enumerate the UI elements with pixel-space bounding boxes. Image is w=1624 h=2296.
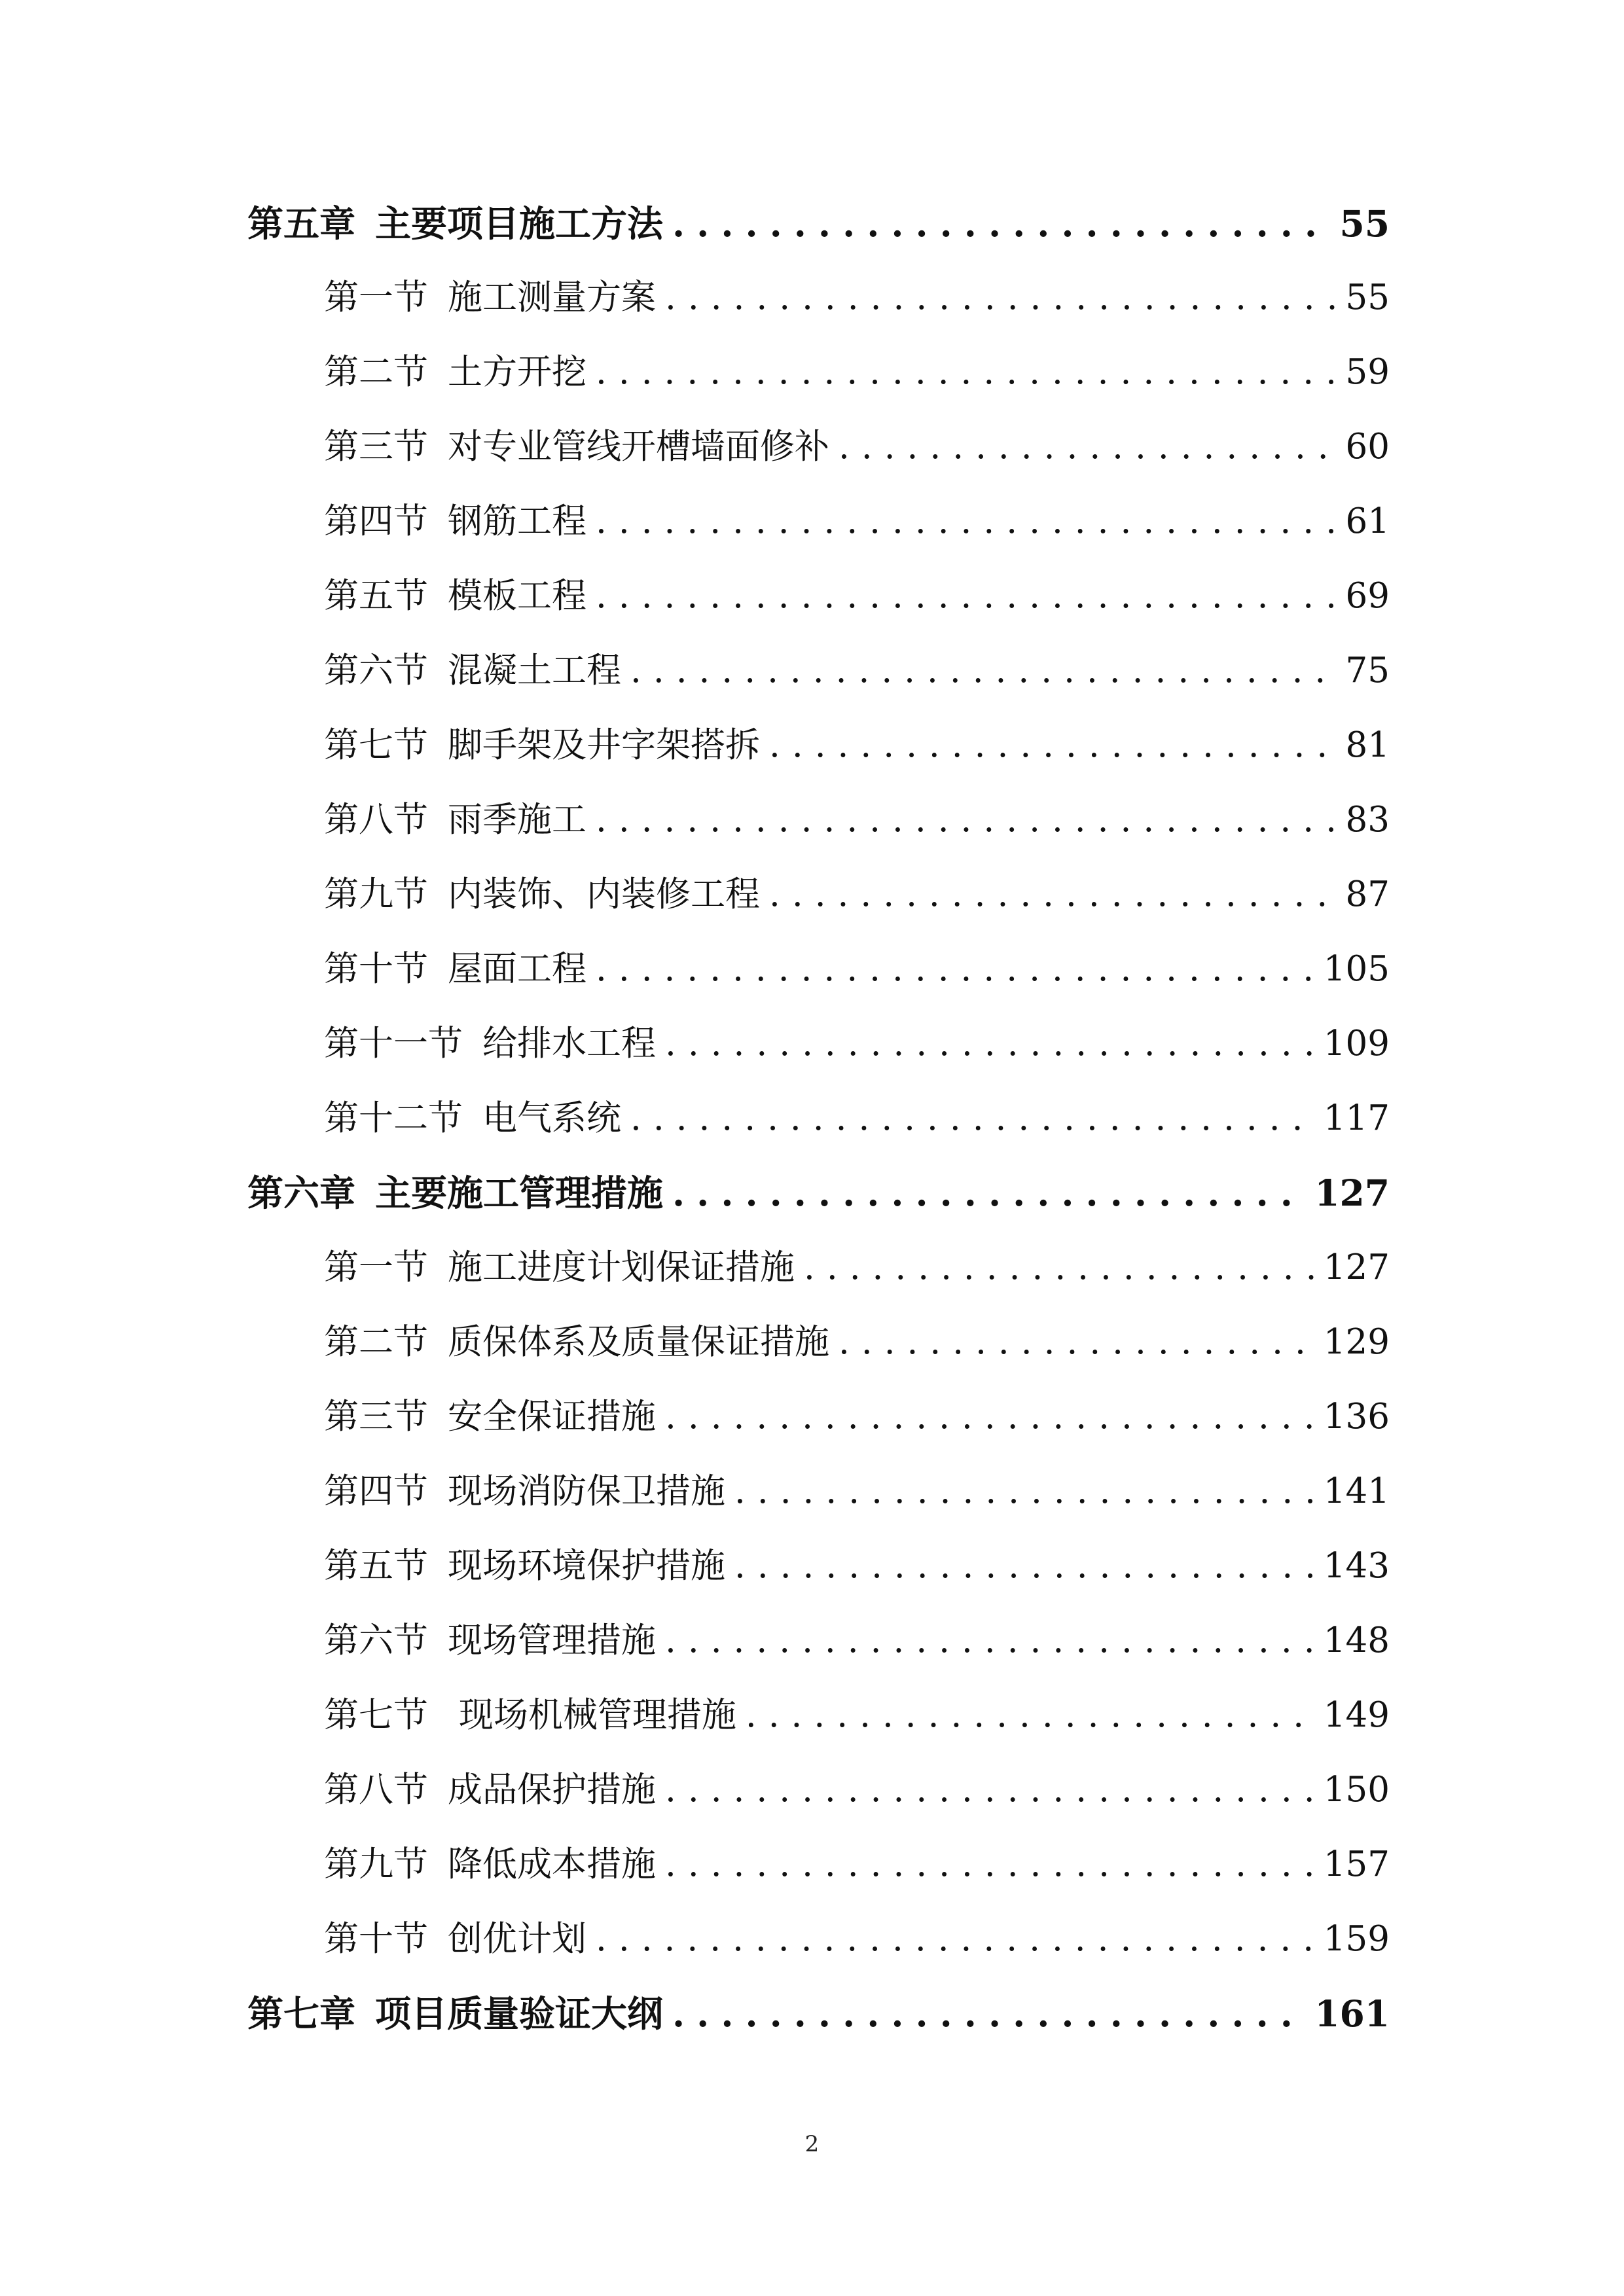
toc-entry-number: 第四节 <box>324 1471 428 1511</box>
dot-leader <box>665 1839 1314 1891</box>
toc-entry-number: 第二节 <box>324 1322 428 1362</box>
dot-leader <box>672 198 1330 250</box>
toc-entry-page: 141 <box>1323 1471 1390 1511</box>
toc-entry-number: 第六节 <box>324 1621 428 1660</box>
toc-entry-label <box>324 1018 656 1070</box>
toc-entry-label <box>324 645 621 697</box>
toc-entry-title: 给排水工程 <box>482 1024 656 1064</box>
toc-entry-title: 安全保证措施 <box>448 1397 656 1437</box>
toc-entry-label <box>324 1764 656 1816</box>
toc-entry-page: 117 <box>1323 1098 1390 1138</box>
toc-entry-title: 模板工程 <box>448 576 586 616</box>
toc-entry-page: 55 <box>1345 278 1390 317</box>
toc-entry-number: 第十节 <box>324 949 428 989</box>
dot-leader <box>630 1092 1314 1145</box>
dot-leader <box>672 1988 1305 2040</box>
toc-entry-page: 129 <box>1323 1322 1390 1362</box>
toc-entry-number: 第七章 <box>247 1992 356 2035</box>
dot-leader <box>839 421 1337 473</box>
toc-entry-number: 第五章 <box>247 202 356 245</box>
dot-leader <box>596 495 1337 548</box>
dot-leader <box>839 1316 1314 1369</box>
toc-entry-number: 第八节 <box>324 800 428 840</box>
toc-section[interactable] <box>324 1018 1390 1070</box>
toc-section[interactable] <box>324 1242 1390 1294</box>
dot-leader <box>665 1615 1314 1667</box>
toc-entry-label <box>324 794 586 846</box>
dot-leader <box>672 1167 1305 1219</box>
toc-entry-title: 质保体系及质量保证措施 <box>448 1322 829 1362</box>
dot-leader <box>734 1465 1314 1518</box>
dot-leader <box>734 1540 1314 1592</box>
toc-entry-page: 143 <box>1323 1546 1390 1586</box>
page-number: 2 <box>804 2131 820 2157</box>
toc-entry-title: 现场环境保护措施 <box>448 1546 725 1586</box>
toc-entry-page: 149 <box>1323 1695 1390 1735</box>
toc-entry-page: 87 <box>1345 874 1390 914</box>
toc-entry-label <box>324 495 586 548</box>
toc-entry-label <box>324 421 829 473</box>
dot-leader <box>596 794 1337 846</box>
toc-entry-label <box>324 1092 621 1145</box>
toc-entry-number: 第二节 <box>324 352 428 392</box>
toc-entry-label <box>324 943 586 996</box>
toc-entry-number: 第六章 <box>247 1172 356 1214</box>
dot-leader <box>596 943 1314 996</box>
toc-entry-number: 第九节 <box>324 1844 428 1884</box>
toc-entry-number: 第六节 <box>324 651 428 691</box>
toc-entry-page: 55 <box>1339 202 1390 245</box>
toc-entry-page: 83 <box>1345 800 1390 840</box>
toc-entry-label <box>324 719 760 772</box>
toc-entry-label <box>324 1316 829 1369</box>
toc-section[interactable] <box>324 719 1390 772</box>
toc-entry-page: 157 <box>1323 1844 1390 1884</box>
toc-section[interactable] <box>324 272 1390 324</box>
toc-entry-title: 成品保护措施 <box>448 1770 656 1810</box>
toc-entry-page: 150 <box>1323 1770 1390 1810</box>
dot-leader <box>769 869 1337 921</box>
toc-entry-label <box>324 1913 586 1965</box>
toc-section[interactable] <box>324 943 1390 996</box>
toc-section[interactable] <box>324 1913 1390 1965</box>
toc-section[interactable] <box>324 869 1390 921</box>
toc-entry-number: 第十节 <box>324 1919 428 1959</box>
toc-entry-title: 电气系统 <box>482 1098 621 1138</box>
toc-entry-number: 第五节 <box>324 1546 428 1586</box>
dot-leader <box>665 1391 1314 1443</box>
dot-leader <box>665 272 1337 324</box>
toc-section[interactable] <box>324 794 1390 846</box>
toc-entry-page: 69 <box>1345 576 1390 616</box>
toc-section[interactable] <box>324 645 1390 697</box>
toc-entry-title: 雨季施工 <box>448 800 586 840</box>
toc-entry-page: 109 <box>1323 1024 1390 1064</box>
toc-entry-title: 项目质量验证大纲 <box>375 1992 664 2035</box>
toc-entry-title: 主要项目施工方法 <box>375 202 664 245</box>
toc-entry-page: 127 <box>1323 1247 1390 1287</box>
toc-entry-number: 第三节 <box>324 427 428 467</box>
toc-entry-title: 降低成本措施 <box>448 1844 656 1884</box>
toc-entry-title: 施工进度计划保证措施 <box>448 1247 795 1287</box>
toc-entry-number: 第十一节 <box>324 1024 463 1064</box>
toc-entry-page: 159 <box>1323 1919 1390 1959</box>
toc-entry-page: 161 <box>1314 1992 1390 2035</box>
toc-entry-number: 第七节 <box>324 725 428 765</box>
toc-entry-title: 土方开挖 <box>448 352 586 392</box>
toc-entry-label <box>247 1988 663 2040</box>
toc-section[interactable] <box>324 1689 1390 1742</box>
toc-entry-title: 主要施工管理措施 <box>375 1172 664 1214</box>
toc-entry-title: 对专业管线开槽墙面修补 <box>448 427 829 467</box>
toc-section[interactable] <box>324 1839 1390 1891</box>
dot-leader <box>746 1689 1314 1742</box>
toc-section[interactable] <box>324 570 1390 622</box>
toc-entry-title: 脚手架及井字架搭拆 <box>448 725 760 765</box>
dot-leader <box>596 346 1337 399</box>
toc-entry-title: 施工测量方案 <box>448 278 656 317</box>
toc-entry-title: 屋面工程 <box>448 949 586 989</box>
toc-entry-label <box>247 198 663 250</box>
toc-entry-number: 第十二节 <box>324 1098 463 1138</box>
dot-leader <box>665 1764 1314 1816</box>
toc-entry-label <box>324 1540 725 1592</box>
dot-leader <box>804 1242 1314 1294</box>
dot-leader <box>665 1018 1314 1070</box>
toc-entry-label <box>324 1839 656 1891</box>
toc-entry-number: 第一节 <box>324 1247 428 1287</box>
toc-entry-page: 127 <box>1314 1172 1390 1214</box>
toc-entry-label <box>324 1615 656 1667</box>
toc-section[interactable] <box>324 1540 1390 1592</box>
toc-section[interactable] <box>324 346 1390 399</box>
toc-section[interactable] <box>324 421 1390 473</box>
toc-entry-page: 61 <box>1345 501 1390 541</box>
toc-entry-number: 第五节 <box>324 576 428 616</box>
toc-entry-label <box>247 1167 663 1219</box>
toc-chapter-6[interactable] <box>247 1167 1390 1219</box>
toc-entry-page: 59 <box>1345 352 1390 392</box>
toc-chapter-7[interactable] <box>247 1988 1390 2040</box>
toc-entry-title: 现场消防保卫措施 <box>448 1471 725 1511</box>
toc-entry-label <box>324 869 760 921</box>
toc-section[interactable] <box>324 1615 1390 1667</box>
dot-leader <box>596 570 1337 622</box>
dot-leader <box>630 645 1337 697</box>
toc-entry-page: 148 <box>1323 1621 1390 1660</box>
toc-entry-title: 现场机械管理措施 <box>448 1695 736 1735</box>
toc-section[interactable] <box>324 1764 1390 1816</box>
toc-entry-title: 混凝土工程 <box>448 651 621 691</box>
toc-entry-label <box>324 1391 656 1443</box>
toc-entry-label <box>324 570 586 622</box>
toc-entry-number: 第一节 <box>324 278 428 317</box>
toc-section[interactable] <box>324 1092 1390 1145</box>
toc-entry-label <box>324 1465 725 1518</box>
toc-entry-title: 内装饰、内装修工程 <box>448 874 760 914</box>
toc-entry-title: 创优计划 <box>448 1919 586 1959</box>
toc-entry-label <box>324 1689 736 1742</box>
toc-entry-number: 第九节 <box>324 874 428 914</box>
toc-section[interactable] <box>324 495 1390 548</box>
toc-section[interactable] <box>324 1391 1390 1443</box>
toc-entry-number: 第八节 <box>324 1770 428 1810</box>
toc-entry-page: 75 <box>1345 651 1390 691</box>
toc-section[interactable] <box>324 1465 1390 1518</box>
toc-chapter-5[interactable] <box>247 198 1390 250</box>
toc-entry-page: 60 <box>1345 427 1390 467</box>
toc-entry-number: 第四节 <box>324 501 428 541</box>
dot-leader <box>769 719 1337 772</box>
toc-entry-page: 105 <box>1323 949 1390 989</box>
toc-section[interactable] <box>324 1316 1390 1369</box>
toc-entry-label <box>324 272 656 324</box>
toc-entry-label <box>324 346 586 399</box>
toc-entry-number: 第七节 <box>324 1695 428 1735</box>
toc-entry-label <box>324 1242 795 1294</box>
dot-leader <box>596 1913 1314 1965</box>
toc-entry-page: 136 <box>1323 1397 1390 1437</box>
toc-entry-number: 第三节 <box>324 1397 428 1437</box>
toc-entry-title: 现场管理措施 <box>448 1621 656 1660</box>
toc-entry-title: 钢筋工程 <box>448 501 586 541</box>
toc-entry-page: 81 <box>1345 725 1390 765</box>
